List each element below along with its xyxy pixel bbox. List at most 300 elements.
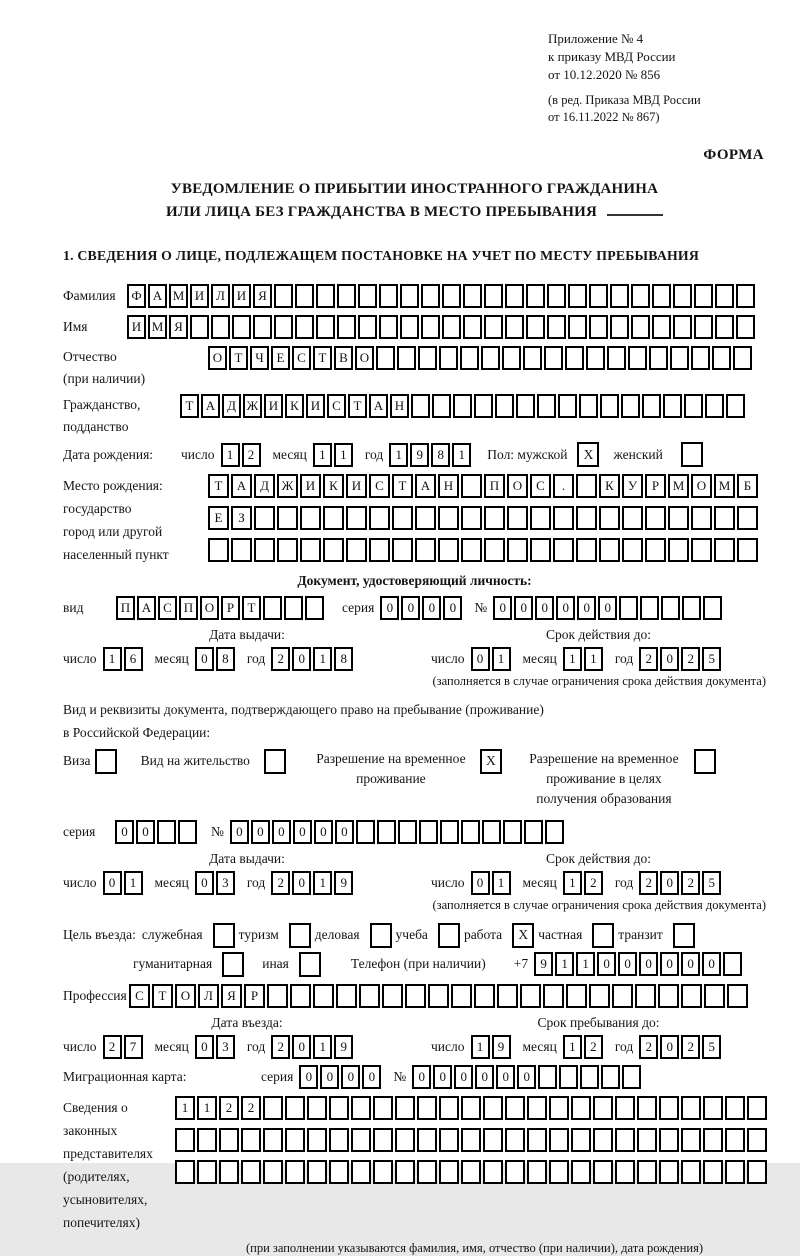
box-cell: С xyxy=(158,596,177,620)
birth-year-field[interactable] xyxy=(389,443,473,467)
box-cell xyxy=(175,1160,195,1184)
box-cell xyxy=(502,346,521,370)
box-cell: 0 xyxy=(598,596,617,620)
box-cell xyxy=(526,315,545,339)
box-cell: 1 xyxy=(124,871,143,895)
purpose-humanitarian-checkbox[interactable] xyxy=(222,952,244,977)
birth-date-label: Дата рождения: xyxy=(63,446,154,462)
surname-field[interactable] xyxy=(127,284,757,308)
box-cell xyxy=(395,1096,415,1120)
permit-issue-col xyxy=(63,851,431,895)
box-cell xyxy=(376,346,395,370)
permit-issue-year-field[interactable] xyxy=(271,871,355,895)
box-cell xyxy=(483,1128,503,1152)
mig-number-field[interactable] xyxy=(412,1065,643,1089)
box-cell xyxy=(684,394,703,418)
box-cell: 0 xyxy=(681,952,700,976)
box-cell: 2 xyxy=(242,443,261,467)
box-cell: В xyxy=(334,346,353,370)
representatives-label-line4: (родителях, xyxy=(63,1168,130,1184)
box-cell: 0 xyxy=(660,647,679,671)
box-cell xyxy=(307,1096,327,1120)
female-checkbox[interactable] xyxy=(681,442,703,467)
box-cell xyxy=(484,506,505,530)
box-cell xyxy=(295,284,314,308)
box-cell: П xyxy=(484,474,505,498)
box-cell: 1 xyxy=(471,1035,490,1059)
box-cell: 0 xyxy=(496,1065,515,1089)
box-cell xyxy=(495,394,514,418)
box-cell xyxy=(254,538,275,562)
box-cell: Т xyxy=(180,394,199,418)
purpose-tourism-label: туризм xyxy=(238,927,279,943)
permit-issue-day-field[interactable] xyxy=(103,871,145,895)
box-cell: 0 xyxy=(292,871,311,895)
representatives-label xyxy=(63,1096,175,1234)
box-cell: 0 xyxy=(195,647,214,671)
given-name-field[interactable] xyxy=(127,315,757,339)
box-cell xyxy=(571,1096,591,1120)
box-cell xyxy=(715,315,734,339)
box-cell xyxy=(652,315,671,339)
box-cell xyxy=(661,596,680,620)
box-cell xyxy=(589,315,608,339)
box-cell: 0 xyxy=(618,952,637,976)
box-cell xyxy=(544,346,563,370)
box-cell xyxy=(558,394,577,418)
id-document-header: Документ, удостоверяющий личность: xyxy=(297,573,532,589)
box-cell xyxy=(615,1128,635,1152)
box-cell: К xyxy=(285,394,304,418)
box-cell xyxy=(428,984,449,1008)
rep-row1-field[interactable] xyxy=(175,1096,769,1120)
box-cell: Я xyxy=(169,315,188,339)
permit-number-field[interactable] xyxy=(230,820,566,844)
given-name-label: Имя xyxy=(63,319,88,335)
entry-purpose-label: Цель въезда: xyxy=(63,927,136,943)
birth-place-label-line3: город или другой xyxy=(63,524,163,540)
box-cell xyxy=(285,1096,305,1120)
citizenship-label-line2: подданство xyxy=(63,419,129,435)
patronymic-row xyxy=(63,346,766,390)
birth-place-row1-field[interactable] xyxy=(208,474,760,498)
box-cell: 2 xyxy=(639,1035,658,1059)
box-cell xyxy=(705,394,724,418)
doc-valid-month-field[interactable] xyxy=(563,647,605,671)
box-cell xyxy=(714,506,735,530)
box-cell xyxy=(568,315,587,339)
box-cell xyxy=(736,315,755,339)
year-label: год xyxy=(614,1038,634,1054)
box-cell: Д xyxy=(222,394,241,418)
purpose-humanitarian-label: гуманитарная xyxy=(133,956,213,972)
box-cell: А xyxy=(148,284,167,308)
box-cell xyxy=(329,1160,349,1184)
permit-type-row xyxy=(63,749,766,810)
box-cell xyxy=(277,506,298,530)
box-cell xyxy=(439,1096,459,1120)
box-cell xyxy=(507,538,528,562)
box-cell xyxy=(211,315,230,339)
box-cell: 0 xyxy=(660,1035,679,1059)
box-cell xyxy=(714,538,735,562)
box-cell xyxy=(337,284,356,308)
patronymic-field[interactable] xyxy=(208,346,754,370)
box-cell: 5 xyxy=(702,871,721,895)
permit-valid-until-caption: Срок действия до: xyxy=(546,850,651,866)
box-cell: 3 xyxy=(216,1035,235,1059)
box-cell: 0 xyxy=(292,1035,311,1059)
visa-checkbox[interactable] xyxy=(95,749,117,774)
box-cell: 0 xyxy=(556,596,575,620)
doc-issue-month-field[interactable] xyxy=(195,647,237,671)
box-cell: 5 xyxy=(702,647,721,671)
temp-residence-edu-label: Разрешение на временное проживание в целях получения образования xyxy=(529,750,679,807)
box-cell: А xyxy=(201,394,220,418)
validity-note: (заполняется в случае ограничения срока действия документа) xyxy=(432,674,766,689)
permit-valid-col xyxy=(431,851,766,895)
representatives-label-line5: усыновителях, xyxy=(63,1191,148,1207)
box-cell xyxy=(747,1096,767,1120)
doc-valid-day-field[interactable] xyxy=(471,647,513,671)
box-cell: 1 xyxy=(492,647,511,671)
box-cell: 2 xyxy=(241,1096,261,1120)
box-cell: Я xyxy=(221,984,242,1008)
box-cell: Т xyxy=(392,474,413,498)
box-cell: П xyxy=(179,596,198,620)
rep-row2-field[interactable] xyxy=(175,1128,769,1152)
mig-series-label: серия xyxy=(261,1068,294,1084)
box-cell xyxy=(453,394,472,418)
box-cell xyxy=(549,1128,569,1152)
box-cell xyxy=(670,346,689,370)
box-cell: М xyxy=(668,474,689,498)
purpose-other-label: иная xyxy=(262,956,289,972)
day-label: число xyxy=(431,651,465,667)
box-cell xyxy=(351,1160,371,1184)
purpose-business-checkbox[interactable] xyxy=(370,923,392,948)
box-cell: 7 xyxy=(124,1035,143,1059)
entry-year-field[interactable] xyxy=(271,1035,355,1059)
box-cell xyxy=(392,538,413,562)
stay-day-field[interactable] xyxy=(471,1035,513,1059)
box-cell xyxy=(503,820,522,844)
representatives-label-line6: попечителях) xyxy=(63,1214,140,1230)
box-cell xyxy=(580,1065,599,1089)
box-cell xyxy=(461,1096,481,1120)
box-cell xyxy=(157,820,176,844)
box-cell: 0 xyxy=(335,820,354,844)
box-cell xyxy=(373,1160,393,1184)
box-cell xyxy=(411,394,430,418)
birth-place-row3-field[interactable] xyxy=(208,538,760,562)
box-cell: 2 xyxy=(639,871,658,895)
box-cell xyxy=(715,284,734,308)
box-cell xyxy=(197,1128,217,1152)
box-cell xyxy=(599,538,620,562)
box-cell xyxy=(615,1160,635,1184)
citizenship-field[interactable] xyxy=(180,394,747,418)
box-cell xyxy=(530,538,551,562)
box-cell: 9 xyxy=(410,443,429,467)
permit-series-row xyxy=(63,820,766,844)
box-cell xyxy=(649,346,668,370)
doc-issue-day-field[interactable] xyxy=(103,647,145,671)
box-cell: Р xyxy=(645,474,666,498)
box-cell: 3 xyxy=(216,871,235,895)
box-cell: Р xyxy=(244,984,265,1008)
box-cell xyxy=(175,1128,195,1152)
box-cell xyxy=(439,346,458,370)
box-cell xyxy=(736,284,755,308)
box-cell xyxy=(691,538,712,562)
box-cell xyxy=(482,820,501,844)
box-cell xyxy=(208,538,229,562)
permit-intro-line1: Вид и реквизиты документа, подтверждающего право на пребывание (проживание) xyxy=(63,702,544,718)
box-cell: 0 xyxy=(195,1035,214,1059)
box-cell xyxy=(681,1128,701,1152)
profession-field[interactable] xyxy=(129,984,750,1008)
box-cell xyxy=(725,1128,745,1152)
box-cell xyxy=(442,284,461,308)
mig-series-field[interactable] xyxy=(299,1065,383,1089)
box-cell xyxy=(285,1160,305,1184)
box-cell: К xyxy=(323,474,344,498)
birth-day-field[interactable] xyxy=(221,443,263,467)
month-label: месяц xyxy=(522,651,557,667)
box-cell: 0 xyxy=(535,596,554,620)
box-cell: 1 xyxy=(563,647,582,671)
box-cell: 2 xyxy=(639,647,658,671)
box-cell: Т xyxy=(208,474,229,498)
box-cell xyxy=(593,1096,613,1120)
form-title-line2: ИЛИ ЛИЦА БЕЗ ГРАЖДАНСТВА В МЕСТО ПРЕБЫВАНИЯ xyxy=(166,203,597,220)
box-cell xyxy=(545,820,564,844)
box-cell: А xyxy=(231,474,252,498)
id-document-row xyxy=(63,596,766,620)
box-cell xyxy=(703,1096,723,1120)
box-cell xyxy=(358,284,377,308)
box-cell xyxy=(681,1160,701,1184)
rep-row3-field[interactable] xyxy=(175,1160,769,1184)
box-cell: 1 xyxy=(313,647,332,671)
box-cell: Ч xyxy=(250,346,269,370)
box-cell xyxy=(379,315,398,339)
box-cell xyxy=(484,315,503,339)
box-cell xyxy=(645,506,666,530)
permit-valid-year-field[interactable] xyxy=(639,871,723,895)
box-cell: Т xyxy=(313,346,332,370)
box-cell: 1 xyxy=(576,952,595,976)
box-cell xyxy=(439,1160,459,1184)
box-cell: 1 xyxy=(313,871,332,895)
permit-dates-pair xyxy=(63,851,766,895)
box-cell xyxy=(571,1160,591,1184)
box-cell: 1 xyxy=(563,1035,582,1059)
box-cell: 1 xyxy=(103,647,122,671)
temp-residence-edu-checkbox[interactable] xyxy=(694,749,716,774)
purpose-work-checkbox[interactable]: X xyxy=(512,923,534,948)
box-cell: 5 xyxy=(702,1035,721,1059)
box-cell xyxy=(460,346,479,370)
box-cell xyxy=(523,346,542,370)
box-cell xyxy=(351,1128,371,1152)
permit-valid-month-field[interactable] xyxy=(563,871,605,895)
box-cell xyxy=(474,984,495,1008)
box-cell xyxy=(607,346,626,370)
month-label: месяц xyxy=(522,1038,557,1054)
box-cell: П xyxy=(116,596,135,620)
box-cell: А xyxy=(415,474,436,498)
box-cell xyxy=(642,394,661,418)
box-cell: 0 xyxy=(320,1065,339,1089)
box-cell xyxy=(635,984,656,1008)
purpose-official-checkbox[interactable] xyxy=(213,923,235,948)
birth-place-label-line4: населенный пункт xyxy=(63,547,169,563)
box-cell xyxy=(538,1065,557,1089)
permit-series-label: серия xyxy=(63,823,96,839)
purpose-transit-checkbox[interactable] xyxy=(673,923,695,948)
permit-valid-day-field[interactable] xyxy=(471,871,513,895)
box-cell xyxy=(673,284,692,308)
representatives-note: (при заполнении указываются фамилия, имя, отчество (при наличии), дата рождения) xyxy=(245,1240,704,1255)
box-cell xyxy=(737,506,758,530)
box-cell xyxy=(576,474,597,498)
box-cell xyxy=(461,506,482,530)
entry-purpose-row2 xyxy=(63,952,766,977)
migration-card-row xyxy=(63,1065,766,1089)
box-cell: 2 xyxy=(271,1035,290,1059)
birth-place-row2-field[interactable] xyxy=(208,506,760,530)
box-cell: И xyxy=(127,315,146,339)
purpose-other-checkbox[interactable] xyxy=(299,952,321,977)
patronymic-label xyxy=(63,346,208,390)
box-cell xyxy=(516,394,535,418)
male-checkbox[interactable]: X xyxy=(577,442,599,467)
box-cell xyxy=(263,1096,283,1120)
box-cell: 0 xyxy=(475,1065,494,1089)
permit-issue-month-field[interactable] xyxy=(195,871,237,895)
box-cell xyxy=(284,596,303,620)
box-cell xyxy=(307,1128,327,1152)
box-cell: Ж xyxy=(277,474,298,498)
box-cell xyxy=(553,538,574,562)
box-cell: О xyxy=(200,596,219,620)
doc-issue-year-field[interactable] xyxy=(271,647,355,671)
entry-date-col xyxy=(63,1015,431,1059)
stay-month-field[interactable] xyxy=(563,1035,605,1059)
birth-place-label-line2: государство xyxy=(63,501,132,517)
birth-month-field[interactable] xyxy=(313,443,355,467)
box-cell: 2 xyxy=(584,1035,603,1059)
box-cell xyxy=(285,1128,305,1152)
given-name-row xyxy=(63,315,766,339)
temp-residence-checkbox[interactable]: X xyxy=(480,749,502,774)
box-cell xyxy=(481,346,500,370)
form-title xyxy=(63,178,766,225)
month-label: месяц xyxy=(272,446,307,462)
box-cell xyxy=(369,506,390,530)
box-cell: 0 xyxy=(514,596,533,620)
birth-place-label xyxy=(63,474,208,566)
form-title-line1: УВЕДОМЛЕНИЕ О ПРИБЫТИИ ИНОСТРАННОГО ГРАЖДАНИНА xyxy=(170,180,659,197)
purpose-business-label: деловая xyxy=(314,927,360,943)
stay-until-caption: Срок пребывания до: xyxy=(537,1014,660,1030)
box-cell: Е xyxy=(271,346,290,370)
doc-type-field[interactable] xyxy=(116,596,326,620)
box-cell: Д xyxy=(254,474,275,498)
box-cell: 9 xyxy=(534,952,553,976)
patronymic-label-line1: Отчество xyxy=(63,349,117,365)
box-cell xyxy=(615,1096,635,1120)
box-cell: 0 xyxy=(272,820,291,844)
purpose-study-checkbox[interactable] xyxy=(438,923,460,948)
purpose-tourism-checkbox[interactable] xyxy=(289,923,311,948)
appendix-line-2: к приказу МВД России xyxy=(548,49,676,65)
box-cell xyxy=(593,1128,613,1152)
sex-male-label: Пол: мужской xyxy=(487,446,568,462)
box-cell: 1 xyxy=(492,871,511,895)
entry-dates-pair xyxy=(63,1015,766,1059)
box-cell xyxy=(253,315,272,339)
box-cell: 1 xyxy=(389,443,408,467)
box-cell xyxy=(219,1160,239,1184)
box-cell xyxy=(659,1160,679,1184)
box-cell xyxy=(668,506,689,530)
box-cell xyxy=(461,1128,481,1152)
box-cell: А xyxy=(137,596,156,620)
stay-year-field[interactable] xyxy=(639,1035,723,1059)
month-label: месяц xyxy=(154,874,189,890)
profession-label: Профессия xyxy=(63,987,127,1003)
box-cell: С xyxy=(327,394,346,418)
birth-place-row xyxy=(63,474,766,566)
box-cell xyxy=(313,984,334,1008)
purpose-private-checkbox[interactable] xyxy=(592,923,614,948)
entry-day-field[interactable] xyxy=(103,1035,145,1059)
box-cell xyxy=(571,1128,591,1152)
phone-field[interactable] xyxy=(534,952,744,976)
box-cell xyxy=(631,284,650,308)
box-cell xyxy=(610,284,629,308)
year-label: год xyxy=(614,874,634,890)
doc-valid-year-field[interactable] xyxy=(639,647,723,671)
box-cell xyxy=(461,474,482,498)
box-cell: 0 xyxy=(443,596,462,620)
box-cell: О xyxy=(208,346,227,370)
doc-number-field[interactable] xyxy=(493,596,724,620)
box-cell: 0 xyxy=(401,596,420,620)
month-label: месяц xyxy=(154,651,189,667)
box-cell xyxy=(737,538,758,562)
box-cell xyxy=(725,1160,745,1184)
residence-permit-checkbox[interactable] xyxy=(264,749,286,774)
entry-month-field[interactable] xyxy=(195,1035,237,1059)
box-cell xyxy=(358,315,377,339)
box-cell xyxy=(351,1096,371,1120)
box-cell: 0 xyxy=(195,871,214,895)
permit-series-field[interactable] xyxy=(115,820,199,844)
box-cell: 0 xyxy=(230,820,249,844)
doc-series-field[interactable] xyxy=(380,596,464,620)
box-cell xyxy=(524,820,543,844)
box-cell: 0 xyxy=(292,647,311,671)
box-cell xyxy=(356,820,375,844)
box-cell: 0 xyxy=(293,820,312,844)
box-cell xyxy=(610,315,629,339)
box-cell: И xyxy=(300,474,321,498)
box-cell xyxy=(652,284,671,308)
